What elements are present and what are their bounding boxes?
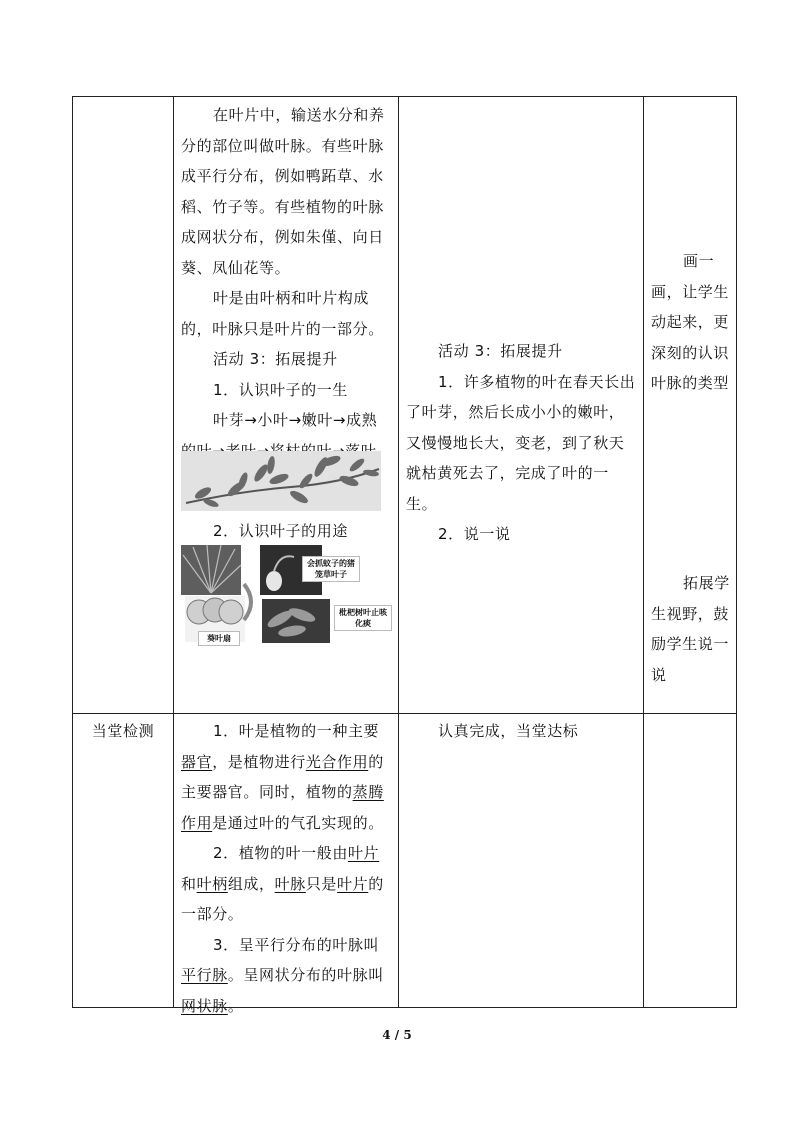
leaf-branch-drawing — [181, 451, 381, 511]
leaf-uses-title: 2．认识叶子的用途 — [213, 522, 348, 540]
activity-3-title: 活动 3：拓展提升 — [213, 350, 338, 368]
answer-blank: 蒸腾作用 — [181, 783, 384, 832]
row2-col3-cell — [406, 716, 636, 747]
complete-instruction: 认真完成，当堂达标 — [438, 722, 579, 740]
draw-note: 画一画，让学生动起来，更深刻的认识叶脉的类型 — [651, 252, 730, 392]
answer-blank: 平行脉 — [181, 966, 228, 984]
leaf-vein-paragraph: 在叶片中，输送水分和养分的部位叫做叶脉。有些叶脉成平行分布，例如鸭跖草、水稻、竹子等。有些植物的叶脉成网状分布，例如朱僅、向日葵、凤仙花等。 — [181, 106, 385, 277]
table-col-divider-2 — [398, 96, 399, 1008]
row1-col4-note2 — [651, 568, 731, 690]
table-col-divider-1 — [173, 96, 174, 1008]
activity-3-title-col3: 活动 3：拓展提升 — [438, 342, 563, 360]
row1-col3-cell — [406, 336, 636, 550]
quiz-question-3: 3．呈平行分布的叶脉叫平行脉。呈网状分布的叶脉叫网状脉。 — [181, 935, 384, 1015]
palm-leaf-image — [181, 545, 241, 595]
pitcher-caption: 会抓蚊子的猪笼草叶子 — [302, 556, 360, 582]
leaf-branch-image — [181, 451, 381, 511]
row1-col2-cell — [181, 100, 392, 466]
table-border-left — [72, 96, 73, 1008]
leaf-life-sequence: 叶芽→小叶→嫩叶→成熟 — [213, 411, 378, 429]
table-col-divider-3 — [643, 96, 644, 1008]
quiz-question-1: 1．叶是植物的一种主要器官，是植物进行光合作用的主要器官。同时，植物的蒸腾作用是通过叶的气孔实现的。 — [181, 722, 384, 832]
leaf-uses-title-wrap — [181, 516, 392, 547]
table-border-bottom — [72, 1007, 737, 1008]
say-it-item: 2．说一说 — [438, 525, 511, 543]
loquat-caption: 枇杷树叶止咳化痰 — [334, 605, 392, 631]
loquat-image — [262, 599, 330, 643]
palm-leaf-drawing — [181, 545, 241, 595]
answer-blank: 光合作用 — [305, 752, 369, 771]
page-number: 4 / 5 — [382, 1028, 412, 1042]
answer-blank: 器官 — [181, 752, 213, 771]
quiz-question-2: 2．植物的叶一般由叶片和叶柄组成，叶脉只是叶片的一部分。 — [181, 844, 384, 923]
answer-blank: 叶片 — [347, 844, 380, 862]
answer-blank: 叶脉 — [274, 874, 306, 893]
leaf-life-title: 1．认识叶子的一生 — [213, 380, 348, 399]
arrow-icon — [240, 582, 262, 622]
table-border-top — [72, 96, 737, 97]
leaf-structure-paragraph: 叶是由叶柄和叶片构成的，叶脉只是叶片的一部分。 — [181, 289, 384, 338]
answer-blank: 叶柄 — [196, 874, 228, 893]
row2-col1-label: 当堂检测 — [91, 722, 155, 740]
expand-note: 拓展学生视野，鼓励学生说一说 — [651, 574, 730, 684]
leaf-life-explanation: 1．许多植物的叶在春天长出了叶芽，然后长成小小的嫩叶，又慢慢地长大，变老，到了秋天就枯黄死去了，完成了叶的一生。 — [406, 372, 636, 513]
table-border-right — [736, 96, 737, 1008]
fan-caption: 葵叶扇 — [198, 631, 240, 646]
table-row-divider — [72, 713, 737, 714]
answer-blank: 叶片 — [337, 874, 369, 893]
answer-blank: 网状脉 — [181, 996, 228, 1015]
row1-col4-note1 — [651, 246, 731, 399]
loquat-drawing — [262, 599, 330, 643]
row2-col2-cell — [181, 716, 392, 1021]
